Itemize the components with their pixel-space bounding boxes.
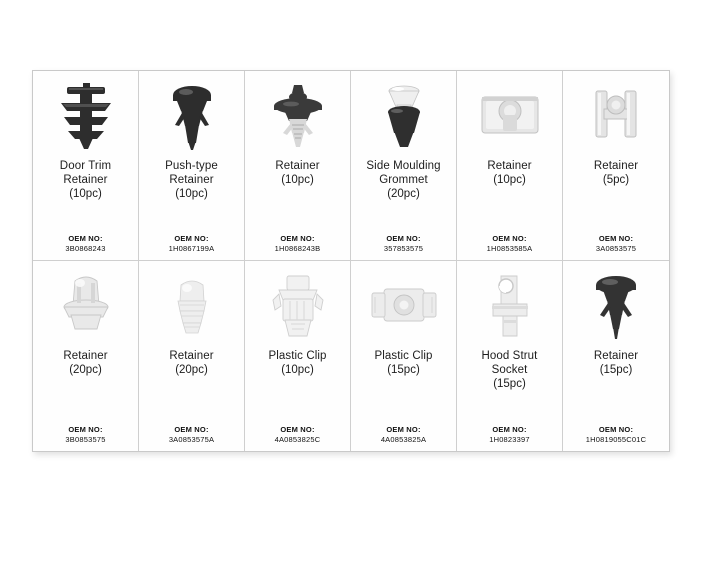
part-name-line1: Retainer [169, 350, 214, 362]
retainer-dark-flange-icon [248, 79, 348, 153]
part-name [487, 159, 531, 173]
part-name [63, 349, 107, 363]
part-quantity: (15pc) [493, 378, 526, 391]
oem-label: OEM NO: [68, 425, 103, 434]
part-cell[interactable] [33, 261, 139, 451]
part-cell[interactable] [33, 71, 139, 261]
part-name [482, 349, 538, 377]
part-cell[interactable] [351, 71, 457, 261]
oem-label: OEM NO: [598, 234, 634, 243]
part-quantity: (10pc) [69, 188, 102, 201]
oem-label: OEM NO: [386, 425, 421, 434]
retainer-white-bracket-icon [566, 79, 666, 153]
oem-number: 3A0853575A [168, 435, 215, 444]
oem-label: OEM NO: [68, 234, 103, 243]
part-name-line1: Retainer [593, 160, 639, 172]
oem-number: 357853575 [383, 244, 424, 253]
part-cell[interactable] [563, 261, 669, 451]
oem-number: 1H0868243B [274, 244, 321, 253]
part-name-line2: Retainer [169, 174, 214, 187]
retainer-white-square-icon [460, 79, 560, 153]
oem-number: 3A0853575 [595, 244, 637, 253]
part-cell[interactable] [457, 71, 563, 261]
part-name-line2: Grommet [379, 174, 428, 187]
part-cell[interactable] [139, 71, 245, 261]
part-cell[interactable] [457, 261, 563, 451]
part-quantity: (10pc) [493, 174, 526, 187]
side-moulding-grommet-icon [354, 79, 454, 153]
parts-grid [33, 71, 669, 451]
retainer-dark-mushroom-icon [566, 269, 666, 343]
part-name [594, 349, 638, 363]
push-type-retainer-icon [142, 79, 242, 153]
part-quantity: (5pc) [602, 174, 630, 187]
part-quantity: (10pc) [281, 364, 314, 377]
part-name-line1: Hood Strut [481, 350, 538, 362]
oem-number: 4A0853825C [274, 435, 321, 444]
part-quantity: (10pc) [281, 174, 314, 187]
oem-label: OEM NO: [492, 425, 527, 434]
part-name [366, 159, 440, 187]
part-name-line1: Retainer [593, 350, 639, 362]
part-name-line2: Socket [491, 364, 528, 377]
oem-label: OEM NO: [280, 234, 315, 243]
oem-number: 1H0823397 [489, 435, 530, 444]
part-name-line1: Retainer [487, 160, 532, 172]
part-name-line1: Door Trim [59, 160, 112, 172]
oem-number: 3B0853575 [65, 435, 106, 444]
part-cell[interactable] [563, 71, 669, 261]
oem-label: OEM NO: [174, 234, 209, 243]
oem-label: OEM NO: [492, 234, 527, 243]
plastic-clip-tall-icon [248, 269, 348, 343]
part-cell[interactable] [245, 261, 351, 451]
oem-label: OEM NO: [386, 234, 421, 243]
oem-label: OEM NO: [598, 425, 634, 434]
part-quantity: (10pc) [175, 188, 208, 201]
part-name-line2: Retainer [63, 174, 108, 187]
oem-number: 1H0819055C01C [585, 435, 647, 444]
parts-chart-card [32, 70, 670, 452]
part-name [374, 349, 432, 363]
part-name-line1: Side Moulding [366, 160, 441, 172]
part-cell[interactable] [245, 71, 351, 261]
part-quantity: (15pc) [599, 364, 633, 377]
part-name-line1: Retainer [275, 160, 320, 172]
door-trim-retainer-icon [36, 79, 136, 153]
part-name [275, 159, 319, 173]
part-name-line1: Push-type [165, 160, 218, 172]
part-cell[interactable] [139, 261, 245, 451]
part-quantity: (15pc) [387, 364, 420, 377]
retainer-white-dome-icon [36, 269, 136, 343]
oem-number: 1H0867199A [168, 244, 215, 253]
part-cell[interactable] [351, 261, 457, 451]
part-name-line1: Retainer [63, 350, 108, 362]
part-name [169, 349, 213, 363]
part-quantity: (20pc) [69, 364, 102, 377]
part-quantity: (20pc) [175, 364, 208, 377]
oem-number: 1H0853585A [486, 244, 533, 253]
part-quantity: (20pc) [387, 188, 420, 201]
oem-number: 4A0853825A [380, 435, 427, 444]
hood-strut-socket-icon [460, 269, 560, 343]
part-name [268, 349, 326, 363]
oem-label: OEM NO: [174, 425, 209, 434]
retainer-white-ribbed-icon [142, 269, 242, 343]
part-name [594, 159, 638, 173]
oem-label: OEM NO: [280, 425, 315, 434]
plastic-clip-flat-icon [354, 269, 454, 343]
oem-number: 3B0868243 [65, 244, 106, 253]
part-name [165, 159, 218, 187]
part-name-line1: Plastic Clip [374, 350, 433, 362]
part-name-line1: Plastic Clip [268, 350, 327, 362]
part-name [60, 159, 111, 187]
